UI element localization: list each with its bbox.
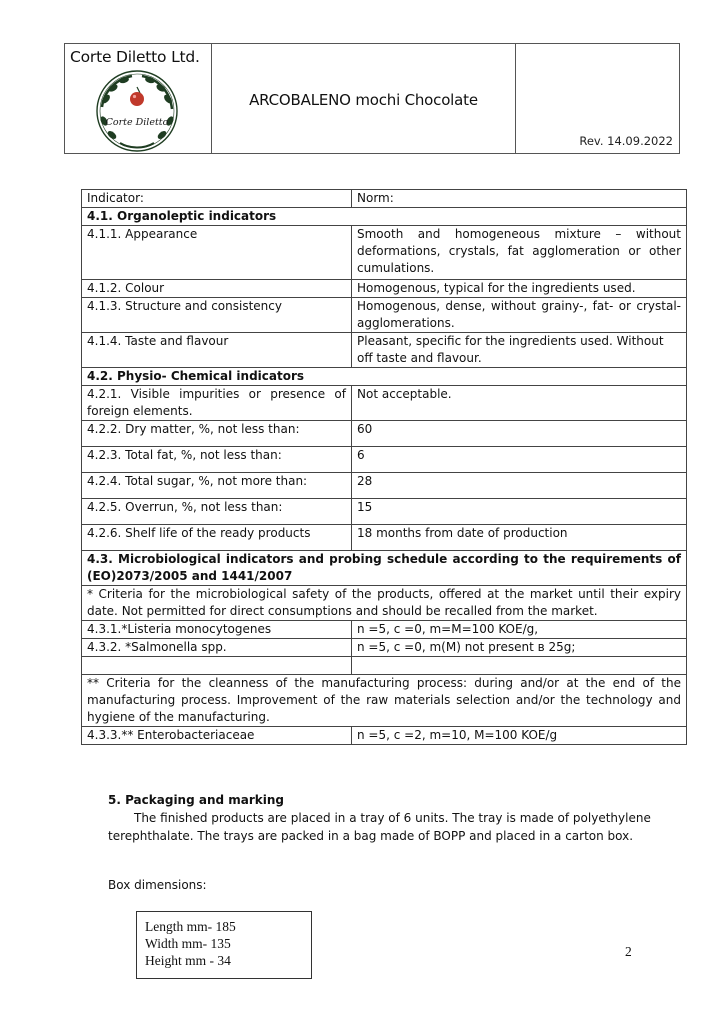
company-cell [65,44,212,153]
norm-cell: 28 [352,473,687,499]
indicator-cell: 4.3.1.*Listeria monocytogenes [82,621,352,639]
section-row [82,208,687,226]
section-row [82,551,687,586]
empty-cell [352,657,687,675]
criteria-note: * Criteria for the microbiological safety of the products, offered at the market until their expiry date. Not permitted for direct consumptions and should be recalled from the market. [82,586,687,621]
product-title: ARCOBALENO mochi Chocolate [249,91,478,109]
box-width: Width mm- 135 [145,936,231,951]
table-row [82,639,687,657]
packaging-section [108,791,688,809]
indicator-cell: 4.2.1. Visible impurities or presence of foreign elements. [82,386,352,421]
company-name: Corte Diletto Ltd. [70,48,200,66]
section-heading: 4.1. Organoleptic indicators [82,208,687,226]
revision-date: Rev. 14.09.2022 [579,134,673,148]
norm-cell: 15 [352,499,687,525]
indicator-cell: 4.1.2. Colour [82,280,352,298]
note-row [82,675,687,727]
indicator-cell: 4.3.2. *Salmonella spp. [82,639,352,657]
norm-cell: 6 [352,447,687,473]
box-length: Length mm- 185 [145,919,236,934]
box-height: Height mm - 34 [145,953,231,968]
norm-cell: 18 months from date of production [352,525,687,551]
table-row [82,298,687,333]
section-heading: 4.2. Physio- Chemical indicators [82,368,687,386]
indicator-cell: 4.2.6. Shelf life of the ready products [82,525,352,551]
table-row [82,190,687,208]
criteria-note: ** Criteria for the cleanness of the manufacturing process: during and/or at the end of the manufacturing process. Improvement of the raw materials selection and/or the technology and hygiene of the manufacturing. [82,675,687,727]
empty-row [82,657,687,675]
note-row [82,586,687,621]
section-title: 5. Packaging and marking [108,793,285,807]
revision-cell [516,44,679,153]
indicator-cell: 4.1.4. Taste and flavour [82,333,352,368]
norm-cell: Not acceptable. [352,386,687,421]
norm-cell: n =5, c =0, m(M) not present в 25g; [352,639,687,657]
table-row [82,499,687,525]
table-row [82,386,687,421]
norm-cell: Smooth and homogeneous mixture – without deformations, crystals, fat agglomeration or other cumulations. [352,226,687,280]
page-number: 2 [625,944,632,959]
company-logo [90,69,184,153]
col-header-norm: Norm: [352,190,687,208]
box-dimensions-label: Box dimensions: [108,878,207,892]
table-row [82,226,687,280]
indicator-cell: 4.2.2. Dry matter, %, not less than: [82,421,352,447]
indicator-cell: 4.2.5. Overrun, %, not less than: [82,499,352,525]
norm-cell: n =5, c =0, m=M=100 KOE/g, [352,621,687,639]
table-row [82,727,687,745]
table-row [82,421,687,447]
indicator-cell: 4.2.3. Total fat, %, not less than: [82,447,352,473]
table-row [82,473,687,499]
col-header-indicator: Indicator: [82,190,352,208]
norm-cell: Homogenous, typical for the ingredients used. [352,280,687,298]
norm-cell: Homogenous, dense, without grainy-, fat- or crystal-agglomerations. [352,298,687,333]
table-row [82,447,687,473]
table-row [82,525,687,551]
document-header [64,43,680,154]
indicator-cell: 4.2.4. Total sugar, %, not more than: [82,473,352,499]
packaging-description: The finished products are placed in a tray of 6 units. The tray is made of polyethylene terephthalate. The trays are packed in a bag made of BOPP and placed in a carton box. [108,811,651,843]
table-row [82,280,687,298]
indicator-cell: 4.1.1. Appearance [82,226,352,280]
logo-text: Corte Diletto [105,117,169,128]
table-row [82,621,687,639]
table-row [82,333,687,368]
norm-cell: 60 [352,421,687,447]
specification-table [81,189,687,745]
product-cell [212,44,516,153]
section-row [82,368,687,386]
empty-cell [82,657,352,675]
indicator-cell: 4.3.3.** Enterobacteriaceae [82,727,352,745]
norm-cell: n =5, c =2, m=10, M=100 KOE/g [352,727,687,745]
box-dimensions [136,911,312,979]
indicator-cell: 4.1.3. Structure and consistency [82,298,352,333]
section-heading: 4.3. Microbiological indicators and probing schedule according to the requirements of (EO)2073/2005 and 1441/2007 [82,551,687,586]
norm-cell: Pleasant, specific for the ingredients used. Without off taste and flavour. [352,333,687,368]
